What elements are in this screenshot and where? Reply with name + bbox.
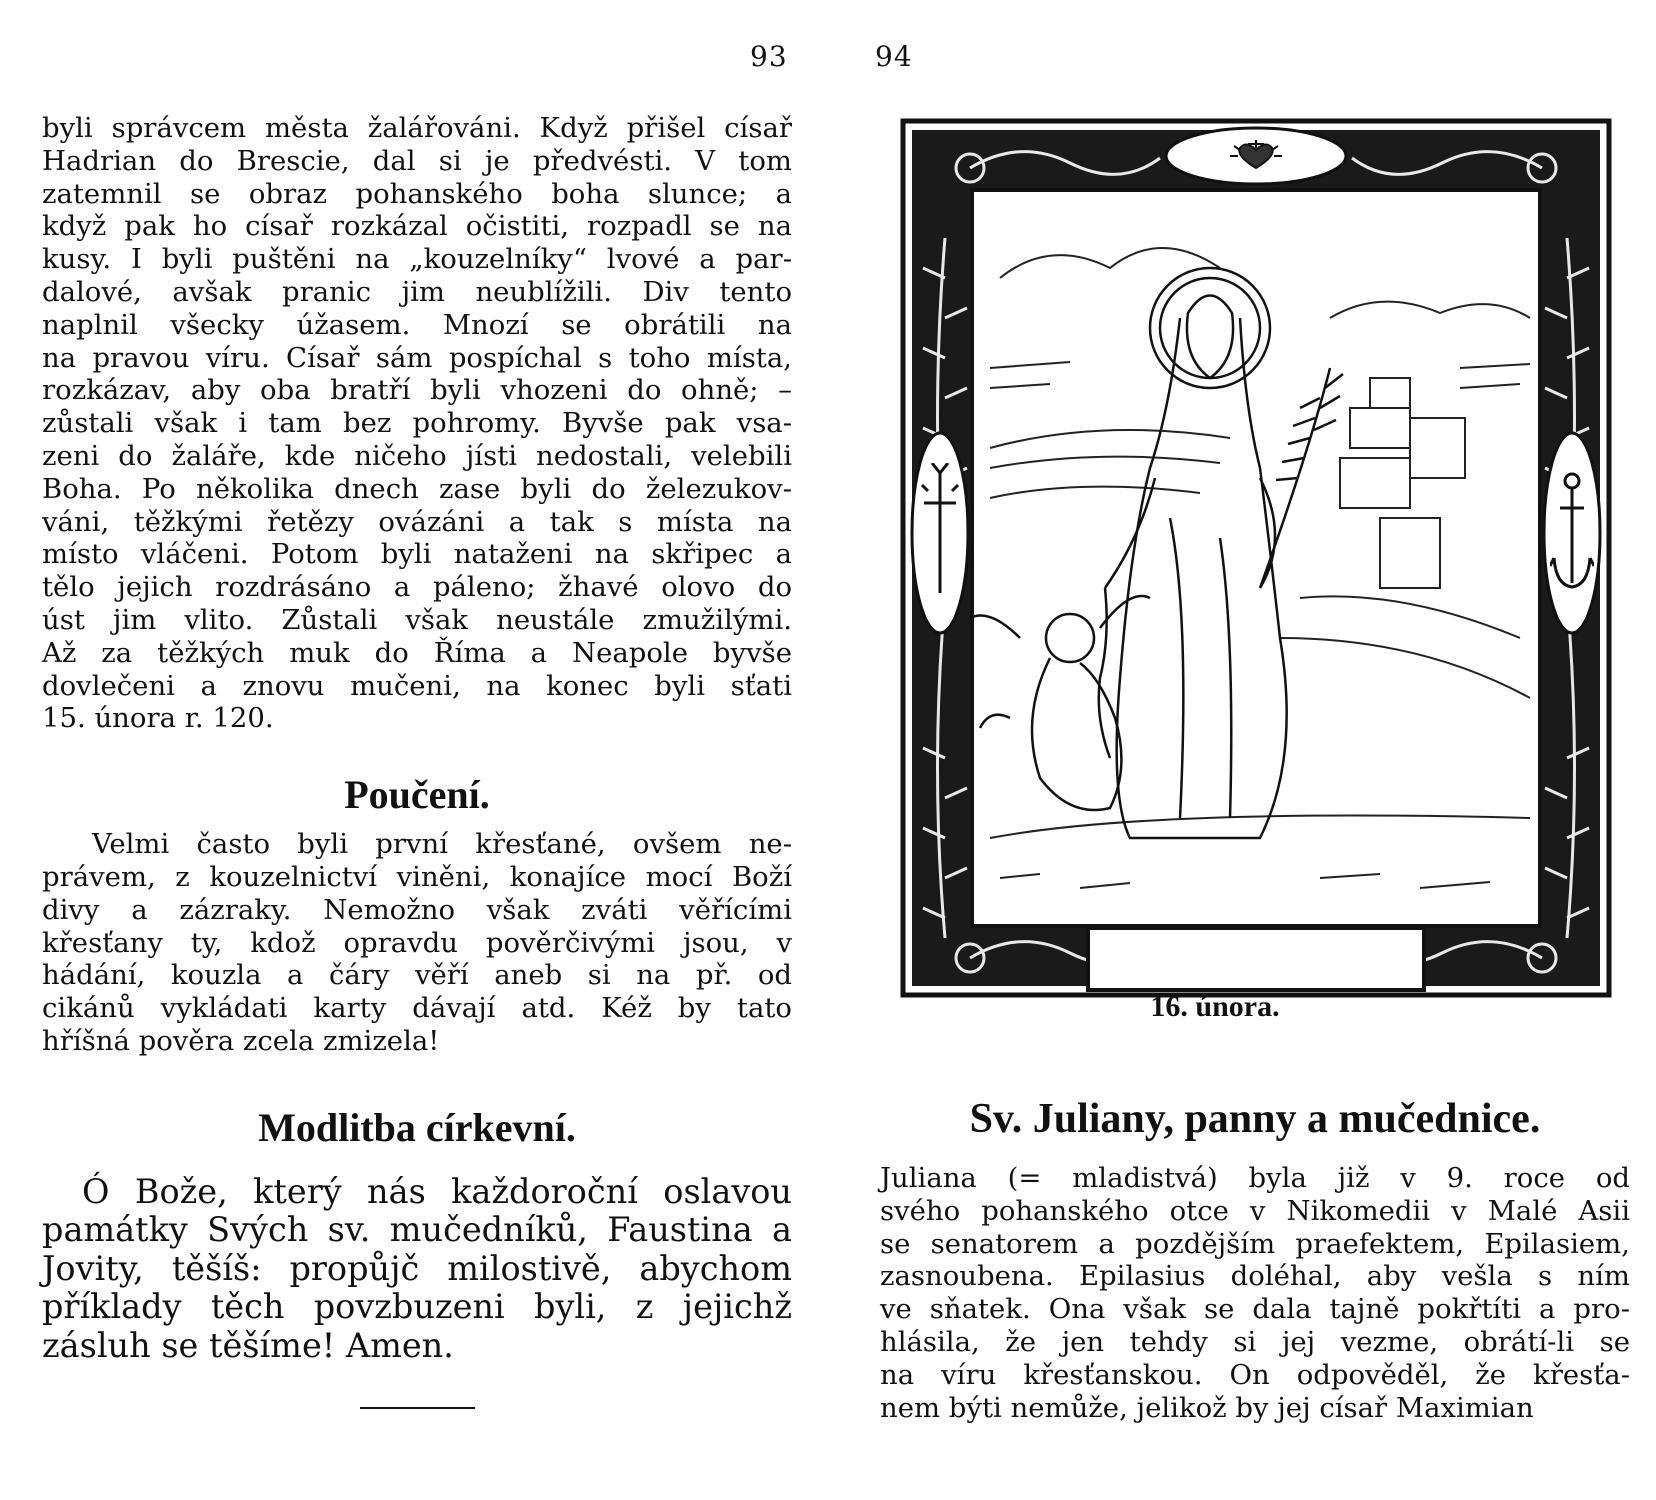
text-line: zasnoubena. Epilasius doléhal, aby vešla s ním [880,1260,1630,1293]
text-line: hříšná pověra zcela zmizela! [42,1024,440,1057]
text-line: hádání, kouzla a čáry věří aneb si na př. od [42,959,792,992]
lesson-heading: Poučení. [344,772,490,818]
text-line: úst jim vlito. Zůstali však neustále zmužilými. [42,603,792,636]
text-line: příklady těch povzbuzeni byli, z jejichž [42,1287,792,1327]
text-line: váni, těžkými řetězy ovázáni a tak s místa na [42,505,792,538]
text-line: byli správcem města žalářováni. Když přišel císař [42,112,792,144]
text-line: dalové, avšak pranic jim neublížili. Div tento [42,275,792,308]
end-rule [360,1407,475,1409]
text-line: když pak ho císař rozkázal očistiti, rozpadl se na [42,210,792,243]
sacred-heart-icon [1226,138,1286,174]
text-line: Ó Bože, který nás každoroční oslavou [82,1171,792,1211]
page-number-left: 93 [750,40,788,73]
text-line: právem, z kouzelnictví viněni, konajíce mocí Boží [42,860,792,893]
text-line: tělo jejich rozdrásáno a páleno; žhavé olovo do [42,571,792,604]
text-line: Jovity, těšíš: propůjč milostivě, abychom [42,1248,792,1288]
page-number-right: 94 [875,40,913,73]
text-line: Boha. Po několika dnech zase byli do železukov- [42,472,792,505]
text-line: kusy. I byli puštěni na „kouzelníky“ lvové a par- [42,243,792,276]
text-line: dovlečeni a znovu mučeni, na konec byli sťati [42,669,792,702]
text-line: Hadrian do Brescie, dal si je předvésti. V tom [42,144,792,177]
text-line: 15. února r. 120. [42,702,274,735]
prayer-paragraph [42,1173,792,1366]
text-line: zůstali však i tam bez pohromy. Byvše pak vsa- [42,407,792,440]
anchor-icon [1550,463,1594,603]
lesson-paragraph [42,828,792,1058]
saint-illustration [900,118,1612,1058]
text-line: hlásila, že jen tehdy si jej vezme, obrátí-li se [880,1325,1630,1358]
text-line: naplnil všecky úžasem. Mnozí se obrátili na [42,308,792,341]
text-line: svého pohanského otce v Nikomedii v Malé Asii [880,1194,1630,1227]
illustration-caption: 16. února. [1150,990,1280,1023]
text-line: rozkázav, aby oba bratří byli vhozeni do ohně; – [42,374,792,407]
text-line: křesťany ty, kdož opravdu pověrčivými jsou, v [42,926,792,959]
text-line: zásluh se těšíme! Amen. [42,1325,454,1365]
text-line: místo vláčeni. Potom byli nataženi na skřipec a [42,538,792,571]
cross-icon [918,463,962,603]
text-line: Juliana (= mladistvá) byla již v 9. roce od [880,1162,1630,1194]
right-page-column [880,1162,1630,1424]
text-line: nem býti nemůže, jelikož by jej císař Maximian [880,1391,1534,1424]
text-line: cikánů vykládati karty dávají atd. Kéž by tato [42,992,792,1025]
text-line: divy a zázraky. Nemožno však zváti věřícími [42,893,792,926]
juliana-paragraph [880,1162,1630,1424]
text-line: památky Svých sv. mučedníků, Faustina a [42,1210,792,1250]
left-page-column [42,112,792,1409]
prayer-heading: Modlitba církevní. [258,1104,576,1150]
text-line: Velmi často byli první křesťané, ovšem ne- [92,828,792,861]
text-line: zeni do žaláře, kde ničeho jísti nedostali, velebili [42,439,792,472]
text-line: ve sňatek. Ona však se dala tajně pokřtíti a pro- [880,1293,1630,1326]
text-line: Až za těžkých muk do Říma a Neapole byvše [42,636,792,669]
text-line: na víru křesťanskou. On odpověděl, že křesťa- [880,1358,1630,1391]
text-line: na pravou víru. Císař sám pospíchal s toho místa, [42,341,792,374]
text-line: se senatorem a pozdějším praefektem, Epilasiem, [880,1227,1630,1260]
saint-title: Sv. Juliany, panny a mučednice. [969,1096,1541,1142]
martyrdom-paragraph [42,112,792,735]
text-line: zatemnil se obraz pohanského boha slunce; a [42,177,792,210]
